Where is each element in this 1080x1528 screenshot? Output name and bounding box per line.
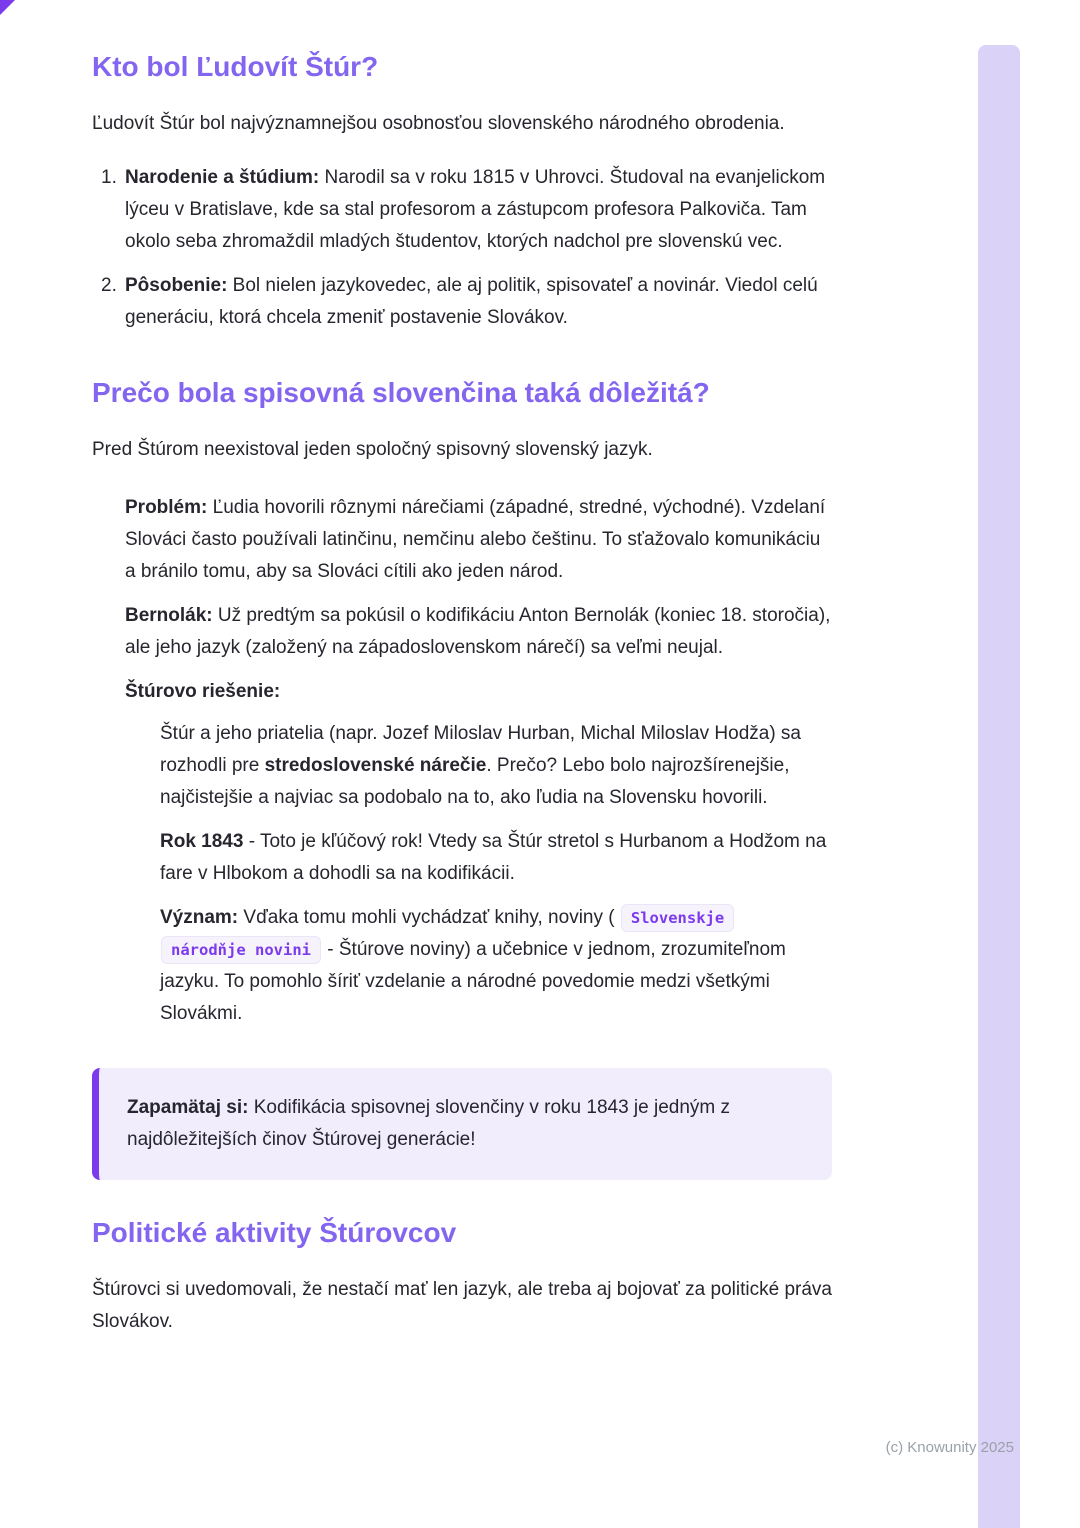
nested-item-priatelia	[125, 718, 832, 814]
bold-lead: Problém:	[125, 497, 208, 518]
list-item-text	[125, 492, 832, 588]
bold-lead: Pôsobenie:	[125, 275, 228, 296]
copyright: (c) Knowunity 2025	[885, 1439, 1014, 1456]
list-number: 1.	[101, 167, 117, 188]
bullet-marker	[92, 676, 125, 708]
bold-lead: Štúrovo riešenie:	[125, 681, 281, 702]
bullet-item-problem	[92, 492, 832, 588]
heading-kto-bol-ludovit-stur: Kto bol Ľudovít Štúr?	[92, 51, 379, 82]
list-item-text	[160, 826, 832, 890]
nested-item-rok-1843	[125, 826, 832, 890]
nested-bullet-list	[125, 718, 832, 1030]
bullet-marker	[92, 600, 125, 632]
nested-item-vyznam	[125, 902, 832, 1030]
item-text: - Štúrove noviny) a učebnice v jednom, zrozumiteľnom jazyku. To pomohlo šíriť vzdelanie a národné povedomie medzi všetkými Slovákmi.	[160, 939, 786, 1024]
heading-politicke-aktivity: Politické aktivity Štúrovcov	[92, 1217, 457, 1248]
document-content	[92, 0, 832, 1338]
numbered-item-narodenie	[92, 162, 832, 258]
bold-lead: Význam:	[160, 907, 239, 928]
numbered-list	[92, 162, 832, 334]
list-item-text	[125, 600, 832, 664]
item-text: Ľudia hovorili rôznymi nárečiami (západné, stredné, východné). Vzdelaní Slováci často používali latinčinu, nemčinu alebo češtinu. To sťažovalo komunikáciu a bránilo tomu, aby sa Slováci cítili ako jeden národ.	[125, 497, 826, 582]
bold-lead: Zapamätaj si:	[127, 1097, 249, 1118]
bullet-marker	[125, 826, 160, 858]
bullet-item-bernolak	[92, 600, 832, 664]
next-page-edge	[978, 45, 1020, 1528]
bullet-marker	[125, 718, 160, 750]
list-number: 2.	[101, 275, 117, 296]
bullet-marker	[125, 902, 160, 934]
list-item-text	[160, 718, 832, 814]
item-text: Vďaka tomu mohli vychádzať knihy, noviny (	[238, 907, 620, 928]
numbered-item-posobenie	[92, 270, 832, 334]
callout-text	[127, 1092, 804, 1156]
bold-lead: Narodenie a štúdium:	[125, 167, 320, 188]
list-item-text	[125, 270, 832, 334]
corner-accent-shape	[0, 0, 15, 15]
item-text: Štúr a jeho priatelia (napr. Jozef Miloslav Hurban, Michal Miloslav Hodža) sa rozhodli pre	[160, 723, 801, 776]
bullet-marker	[92, 492, 125, 524]
callout-zapamataj-si	[92, 1068, 832, 1180]
list-item-text	[125, 676, 832, 1030]
paragraph-intro: Ľudovít Štúr bol najvýznamnejšou osobnosťou slovenského národného obrodenia.	[92, 113, 785, 134]
item-text: Narodil sa v roku 1815 v Uhrovci. Študoval na evanjelickom lýceu v Bratislave, kde sa stal profesorom a zástupcom profesora Palkoviča. Tam okolo seba zhromaždil mladých študentov, ktorých nadchol pre slovenskú vec.	[125, 167, 826, 252]
item-text: Bol nielen jazykovedec, ale aj politik, spisovateľ a novinár. Viedol celú generáciu, ktorá chcela zmeniť postavenie Slovákov.	[125, 275, 818, 328]
inline-code: národňje novini	[161, 936, 321, 964]
item-text: . Prečo? Lebo bolo najrozšírenejšie, najčistejšie a najviac sa podobalo na to, ako ľudia na Slovensku hovorili.	[160, 755, 790, 808]
bullet-list	[92, 492, 832, 1030]
item-text: Už predtým sa pokúsil o kodifikáciu Anton Bernolák (koniec 18. storočia), ale jeho jazyk (založený na západoslovenskom nárečí) sa veľmi neujal.	[125, 605, 831, 658]
heading-preco-spisovna-slovencina: Prečo bola spisovná slovenčina taká dôležitá?	[92, 377, 710, 408]
list-item-text	[125, 162, 832, 258]
bold-lead: Bernolák:	[125, 605, 213, 626]
inline-code: Slovenskje	[621, 904, 734, 932]
list-item-text	[160, 902, 832, 1030]
callout-body-text: Kodifikácia spisovnej slovenčiny v roku 1843 je jedným z najdôležitejších činov Štúrovej generácie!	[127, 1097, 731, 1150]
bold-lead: Rok 1843	[160, 831, 244, 852]
bold-phrase: stredoslovenské nárečie	[264, 755, 487, 776]
bullet-item-sturovo-riesenie	[92, 676, 832, 1030]
paragraph-pred-sturom: Pred Štúrom neexistoval jeden spoločný spisovný slovenský jazyk.	[92, 439, 653, 460]
paragraph-sturovci: Štúrovci si uvedomovali, že nestačí mať len jazyk, ale treba aj bojovať za politické práva Slovákov.	[92, 1279, 832, 1332]
item-text: - Toto je kľúčový rok! Vtedy sa Štúr stretol s Hurbanom a Hodžom na fare v Hlbokom a dohodli sa na kodifikácii.	[160, 831, 827, 884]
